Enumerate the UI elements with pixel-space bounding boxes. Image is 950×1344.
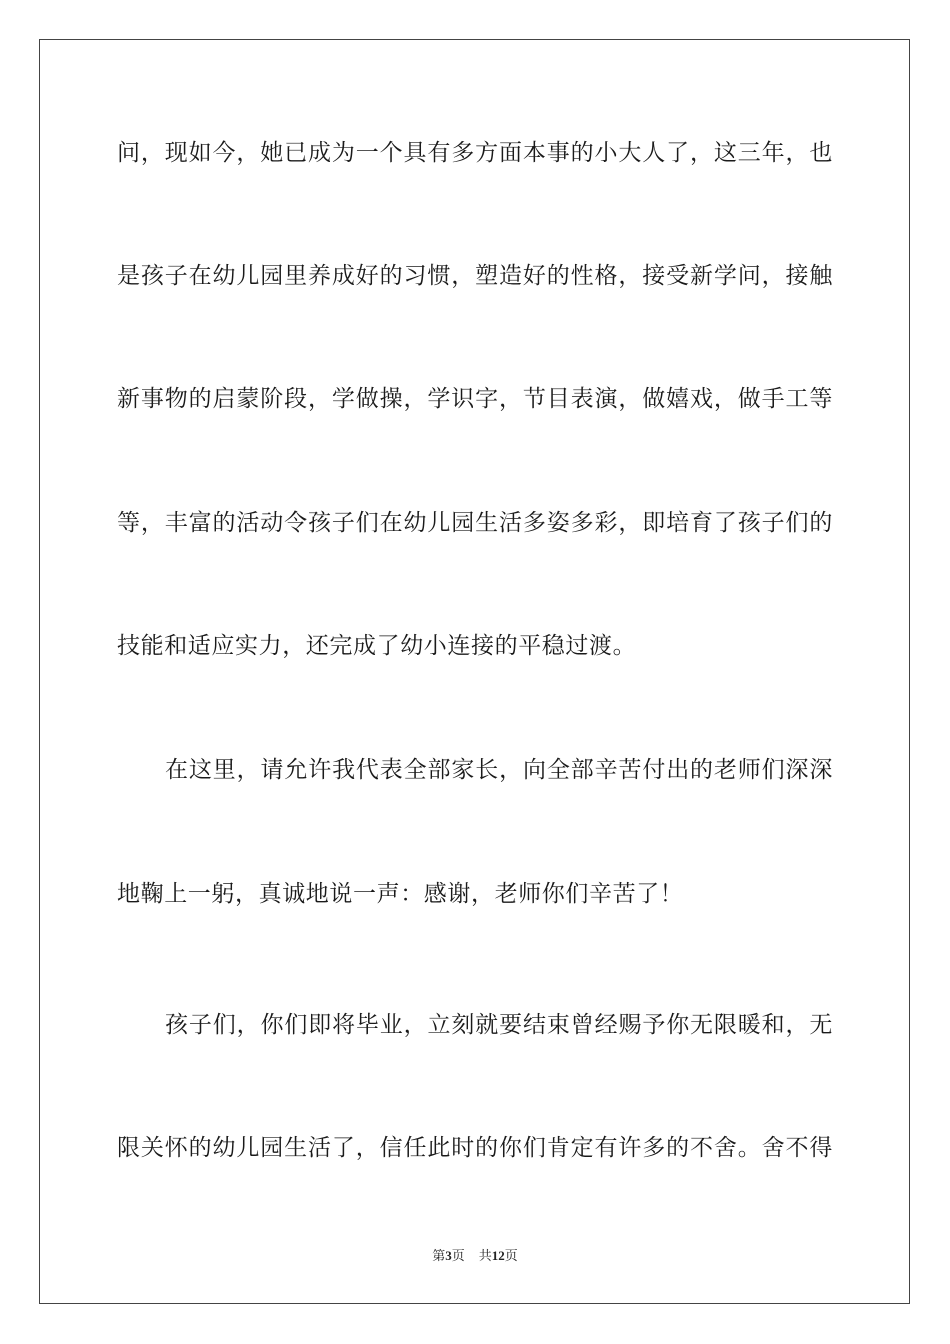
page-footer xyxy=(0,1247,950,1265)
page-number-current: 3 xyxy=(445,1248,452,1263)
text-line: 新事物的启蒙阶段，学做操，学识字，节目表演，做嬉戏，做手工等 xyxy=(117,386,833,412)
page-total-prefix: 共 xyxy=(478,1248,492,1263)
text-line: 是孩子在幼儿园里养成好的习惯，塑造好的性格，接受新学问，接触 xyxy=(117,263,833,289)
page-border xyxy=(39,39,910,1304)
page-number-prefix: 第 xyxy=(432,1248,446,1263)
text-line: 问，现如今，她已成为一个具有多方面本事的小大人了，这三年，也 xyxy=(117,140,833,166)
paragraph-first-line: 孩子们，你们即将毕业，立刻就要结束曾经赐予你无限暖和，无 xyxy=(165,1012,833,1038)
page-number-total: 12 xyxy=(491,1248,505,1263)
text-line: 技能和适应实力，还完成了幼小连接的平稳过渡。 xyxy=(117,633,637,659)
page-total-unit: 页 xyxy=(504,1248,518,1263)
text-line: 等，丰富的活动令孩子们在幼儿园生活多姿多彩，即培育了孩子们的 xyxy=(117,510,833,536)
paragraph-first-line: 在这里，请允许我代表全部家长，向全部辛苦付出的老师们深深 xyxy=(165,757,833,783)
text-line: 地鞠上一躬，真诚地说一声：感谢，老师你们辛苦了！ xyxy=(117,881,684,907)
text-line: 限关怀的幼儿园生活了，信任此时的你们肯定有许多的不舍。舍不得 xyxy=(117,1135,833,1161)
page-number-unit: 页 xyxy=(451,1248,465,1263)
